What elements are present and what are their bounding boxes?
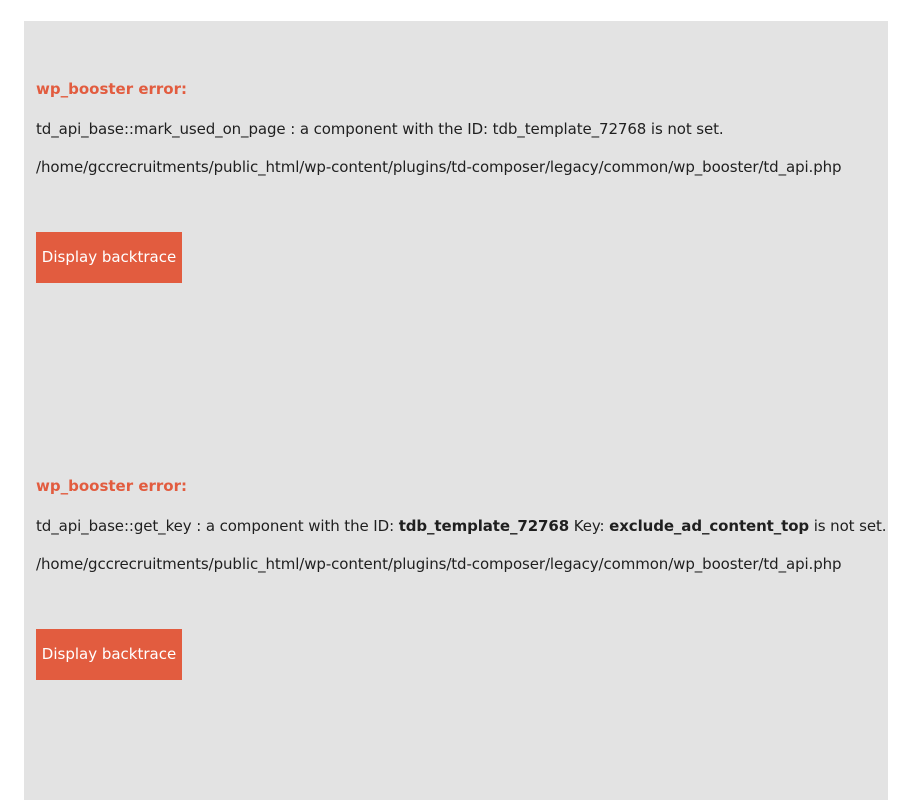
error-message-suffix: is not set. (809, 517, 887, 535)
error-message (36, 517, 886, 535)
error-key-label: Key: (569, 517, 610, 535)
error-file-path: /home/gccrecruitments/public_html/wp-content/plugins/td-composer/legacy/common/wp_booster/td_api.php (36, 555, 842, 573)
error-file-path: /home/gccrecruitments/public_html/wp-content/plugins/td-composer/legacy/common/wp_booster/td_api.php (36, 158, 842, 176)
error-key-name: exclude_ad_content_top (609, 517, 810, 535)
error-message-prefix: td_api_base::get_key : a component with the ID: (36, 517, 399, 535)
display-backtrace-button[interactable]: Display backtrace (36, 232, 182, 283)
error-component-id: tdb_template_72768 (398, 517, 570, 535)
error-title: wp_booster error: (36, 477, 188, 495)
error-panel (24, 21, 888, 800)
error-message: td_api_base::mark_used_on_page : a component with the ID: tdb_template_72768 is not set. (36, 120, 724, 138)
display-backtrace-button[interactable]: Display backtrace (36, 629, 182, 680)
error-title: wp_booster error: (36, 80, 188, 98)
